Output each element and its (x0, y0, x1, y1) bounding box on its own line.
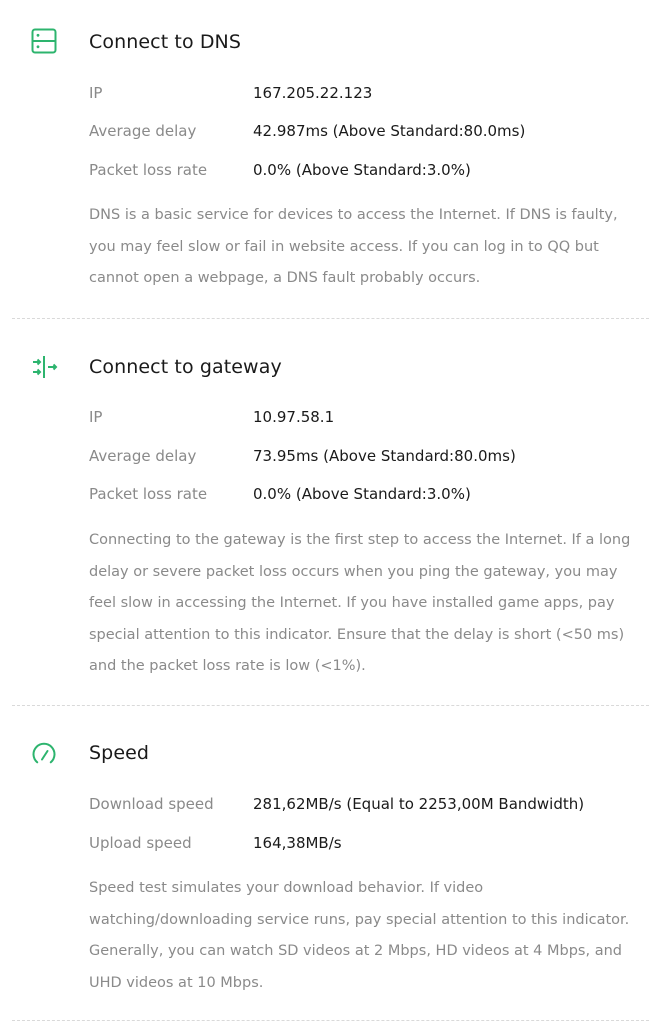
dns-loss-label: Packet loss rate (89, 161, 208, 179)
gateway-description: Connecting to the gateway is the first step to access the Internet. If a long delay or severe packet loss occurs when you ping the gateway, you may feel slow in accessing the Internet. If you have installed game apps, pay special attention to this indicator. Ensure that the delay is short (<50 ms) and the packet loss rate is low (<1%). (89, 532, 631, 674)
dns-ip-label: IP (89, 84, 103, 102)
speed-description: Speed test simulates your download behavior. If video watching/downloading service runs, pay special attention to this indicator. Generally, you can watch SD videos at 2 Mbps, HD videos at 4 Mbps, and UHD videos at 10 Mbps. (89, 880, 630, 991)
speed-download-row (89, 795, 649, 821)
download-speed-label: Download speed (89, 795, 214, 813)
dns-delay-label: Average delay (89, 122, 197, 140)
dns-description: DNS is a basic service for devices to access the Internet. If DNS is faulty, you may feel slow or fail in website access. If you can log in to QQ but cannot open a webpage, a DNS fault probably occurs. (89, 207, 618, 286)
download-speed-value: 281,62MB/s (Equal to 2253,00M Bandwidth) (253, 795, 585, 813)
speed-upload-row (89, 834, 649, 860)
gateway-delay-label: Average delay (89, 447, 197, 465)
speed-title: Speed (89, 742, 150, 764)
dns-ip-value: 167.205.22.123 (253, 84, 373, 102)
speedometer-icon (30, 740, 58, 768)
gateway-loss-value: 0.0% (Above Standard:3.0%) (253, 485, 471, 503)
gateway-delay-value: 73.95ms (Above Standard:80.0ms) (253, 447, 516, 465)
gateway-title: Connect to gateway (89, 356, 282, 378)
dns-title: Connect to DNS (89, 31, 242, 53)
gateway-loss-label: Packet loss rate (89, 485, 208, 503)
upload-speed-label: Upload speed (89, 834, 192, 852)
dns-delay-value: 42.987ms (Above Standard:80.0ms) (253, 122, 526, 140)
gateway-ip-value: 10.97.58.1 (253, 408, 335, 426)
divider-bottom (12, 1020, 649, 1021)
gateway-ip-label: IP (89, 408, 103, 426)
dns-loss-value: 0.0% (Above Standard:3.0%) (253, 161, 471, 179)
upload-speed-value: 164,38MB/s (253, 834, 342, 852)
speed-header (0, 735, 661, 775)
